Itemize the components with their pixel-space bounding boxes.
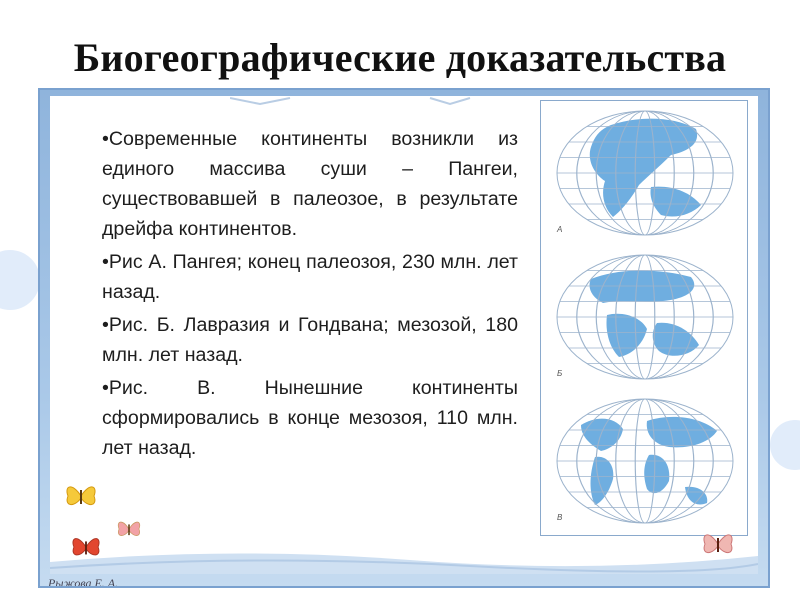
globe-map-graphic	[551, 107, 739, 245]
continent-shape	[590, 271, 695, 304]
bullet-item: •Современные континенты возникли из единого массива суши – Пангеи, существовавшей в палеозое, в результате дрейфа континентов.	[102, 128, 518, 240]
map-letter: В	[557, 513, 563, 522]
slide-title: Биогеографические доказательства	[73, 35, 727, 80]
globe-map-graphic	[551, 251, 739, 389]
bullet-item: •Рис. В. Нынешние континенты сформировались в конце мезозоя, 110 млн. лет назад.	[102, 377, 518, 459]
map-modern-continents	[551, 395, 739, 533]
slide-frame	[38, 88, 770, 588]
slide-content-area	[50, 96, 758, 571]
map-letter: А	[557, 225, 563, 234]
map-letter: Б	[557, 369, 563, 378]
bullet-item: •Рис. Б. Лавразия и Гондвана; мезозой, 180 млн. лет назад.	[102, 314, 518, 366]
globe-map-graphic	[551, 395, 739, 533]
butterfly-icon	[700, 530, 736, 558]
map-laurasia-gondwana	[551, 251, 739, 389]
butterfly-icon	[70, 534, 102, 560]
maps-panel	[540, 100, 748, 536]
map-pangea	[551, 107, 739, 245]
decorative-wave-icon	[50, 544, 758, 574]
butterfly-icon	[116, 518, 142, 540]
bullet-list	[102, 124, 518, 466]
background-blur-shape	[770, 420, 800, 470]
butterfly-icon	[64, 482, 98, 510]
background-blur-shape	[0, 250, 40, 310]
bullet-item: •Рис А. Пангея; конец палеозоя, 230 млн. лет назад.	[102, 251, 518, 303]
author-signature: Рыжова Е. А.	[48, 576, 119, 588]
decorative-ornament-icon	[230, 96, 530, 106]
